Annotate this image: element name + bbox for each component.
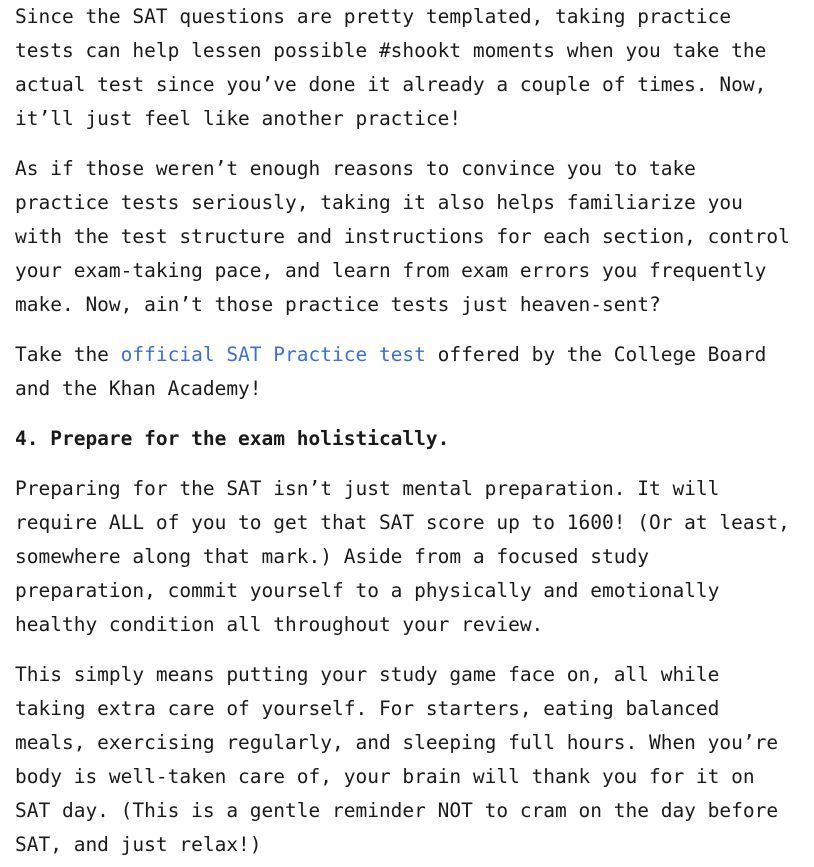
text-line: actual test since you’ve done it already a couple of times. Now, xyxy=(15,73,767,96)
text-line: SAT day. (This is a gentle reminder NOT to cram on the day before xyxy=(15,799,779,822)
text-line: make. Now, ain’t those practice tests just heaven-sent? xyxy=(15,293,661,316)
text-segment: Take the xyxy=(15,343,121,366)
text-line: As if those weren’t enough reasons to convince you to take xyxy=(15,157,696,180)
text-line: and the Khan Academy! xyxy=(15,377,262,400)
text-line xyxy=(15,338,814,372)
text-line: preparation, commit yourself to a physically and emotionally xyxy=(15,579,720,602)
text-line: with the test structure and instructions for each section, control xyxy=(15,225,790,248)
heading-text: 4. Prepare for the exam holistically. xyxy=(15,427,450,450)
paragraph-spacer xyxy=(15,322,814,338)
paragraph-practice-tests-intro xyxy=(15,0,814,136)
paragraph-spacer xyxy=(15,456,814,472)
text-line: it’ll just feel like another practice! xyxy=(15,107,462,130)
text-line: SAT, and just relax!) xyxy=(15,833,262,856)
text-line: taking extra care of yourself. For starters, eating balanced xyxy=(15,697,720,720)
text-line: practice tests seriously, taking it also helps familiarize you xyxy=(15,191,743,214)
paragraph-spacer xyxy=(15,136,814,152)
text-line: tests can help lessen possible #shookt moments when you take the xyxy=(15,39,767,62)
paragraph-holistic-preparation xyxy=(15,472,814,642)
section-heading xyxy=(15,422,814,456)
text-segment: offered by the College Board xyxy=(425,343,767,366)
text-line: This simply means putting your study game face on, all while xyxy=(15,663,720,686)
text-line: require ALL of you to get that SAT score up to 1600! (Or at least, xyxy=(15,511,790,534)
text-line: Preparing for the SAT isn’t just mental preparation. It will xyxy=(15,477,720,500)
text-line: somewhere along that mark.) Aside from a focused study xyxy=(15,545,649,568)
paragraph-practice-tests-benefits xyxy=(15,152,814,322)
text-line: body is well-taken care of, your brain will thank you for it on xyxy=(15,765,755,788)
text-line: healthy condition all throughout your review. xyxy=(15,613,544,636)
paragraph-official-test xyxy=(15,338,814,406)
text-line: your exam-taking pace, and learn from exam errors you frequently xyxy=(15,259,767,282)
paragraph-self-care xyxy=(15,658,814,862)
paragraph-spacer xyxy=(15,406,814,422)
official-sat-practice-test-link[interactable]: official SAT Practice test xyxy=(120,343,426,366)
text-line: meals, exercising regularly, and sleeping full hours. When you’re xyxy=(15,731,779,754)
text-line: Since the SAT questions are pretty templated, taking practice xyxy=(15,5,732,28)
paragraph-spacer xyxy=(15,642,814,658)
